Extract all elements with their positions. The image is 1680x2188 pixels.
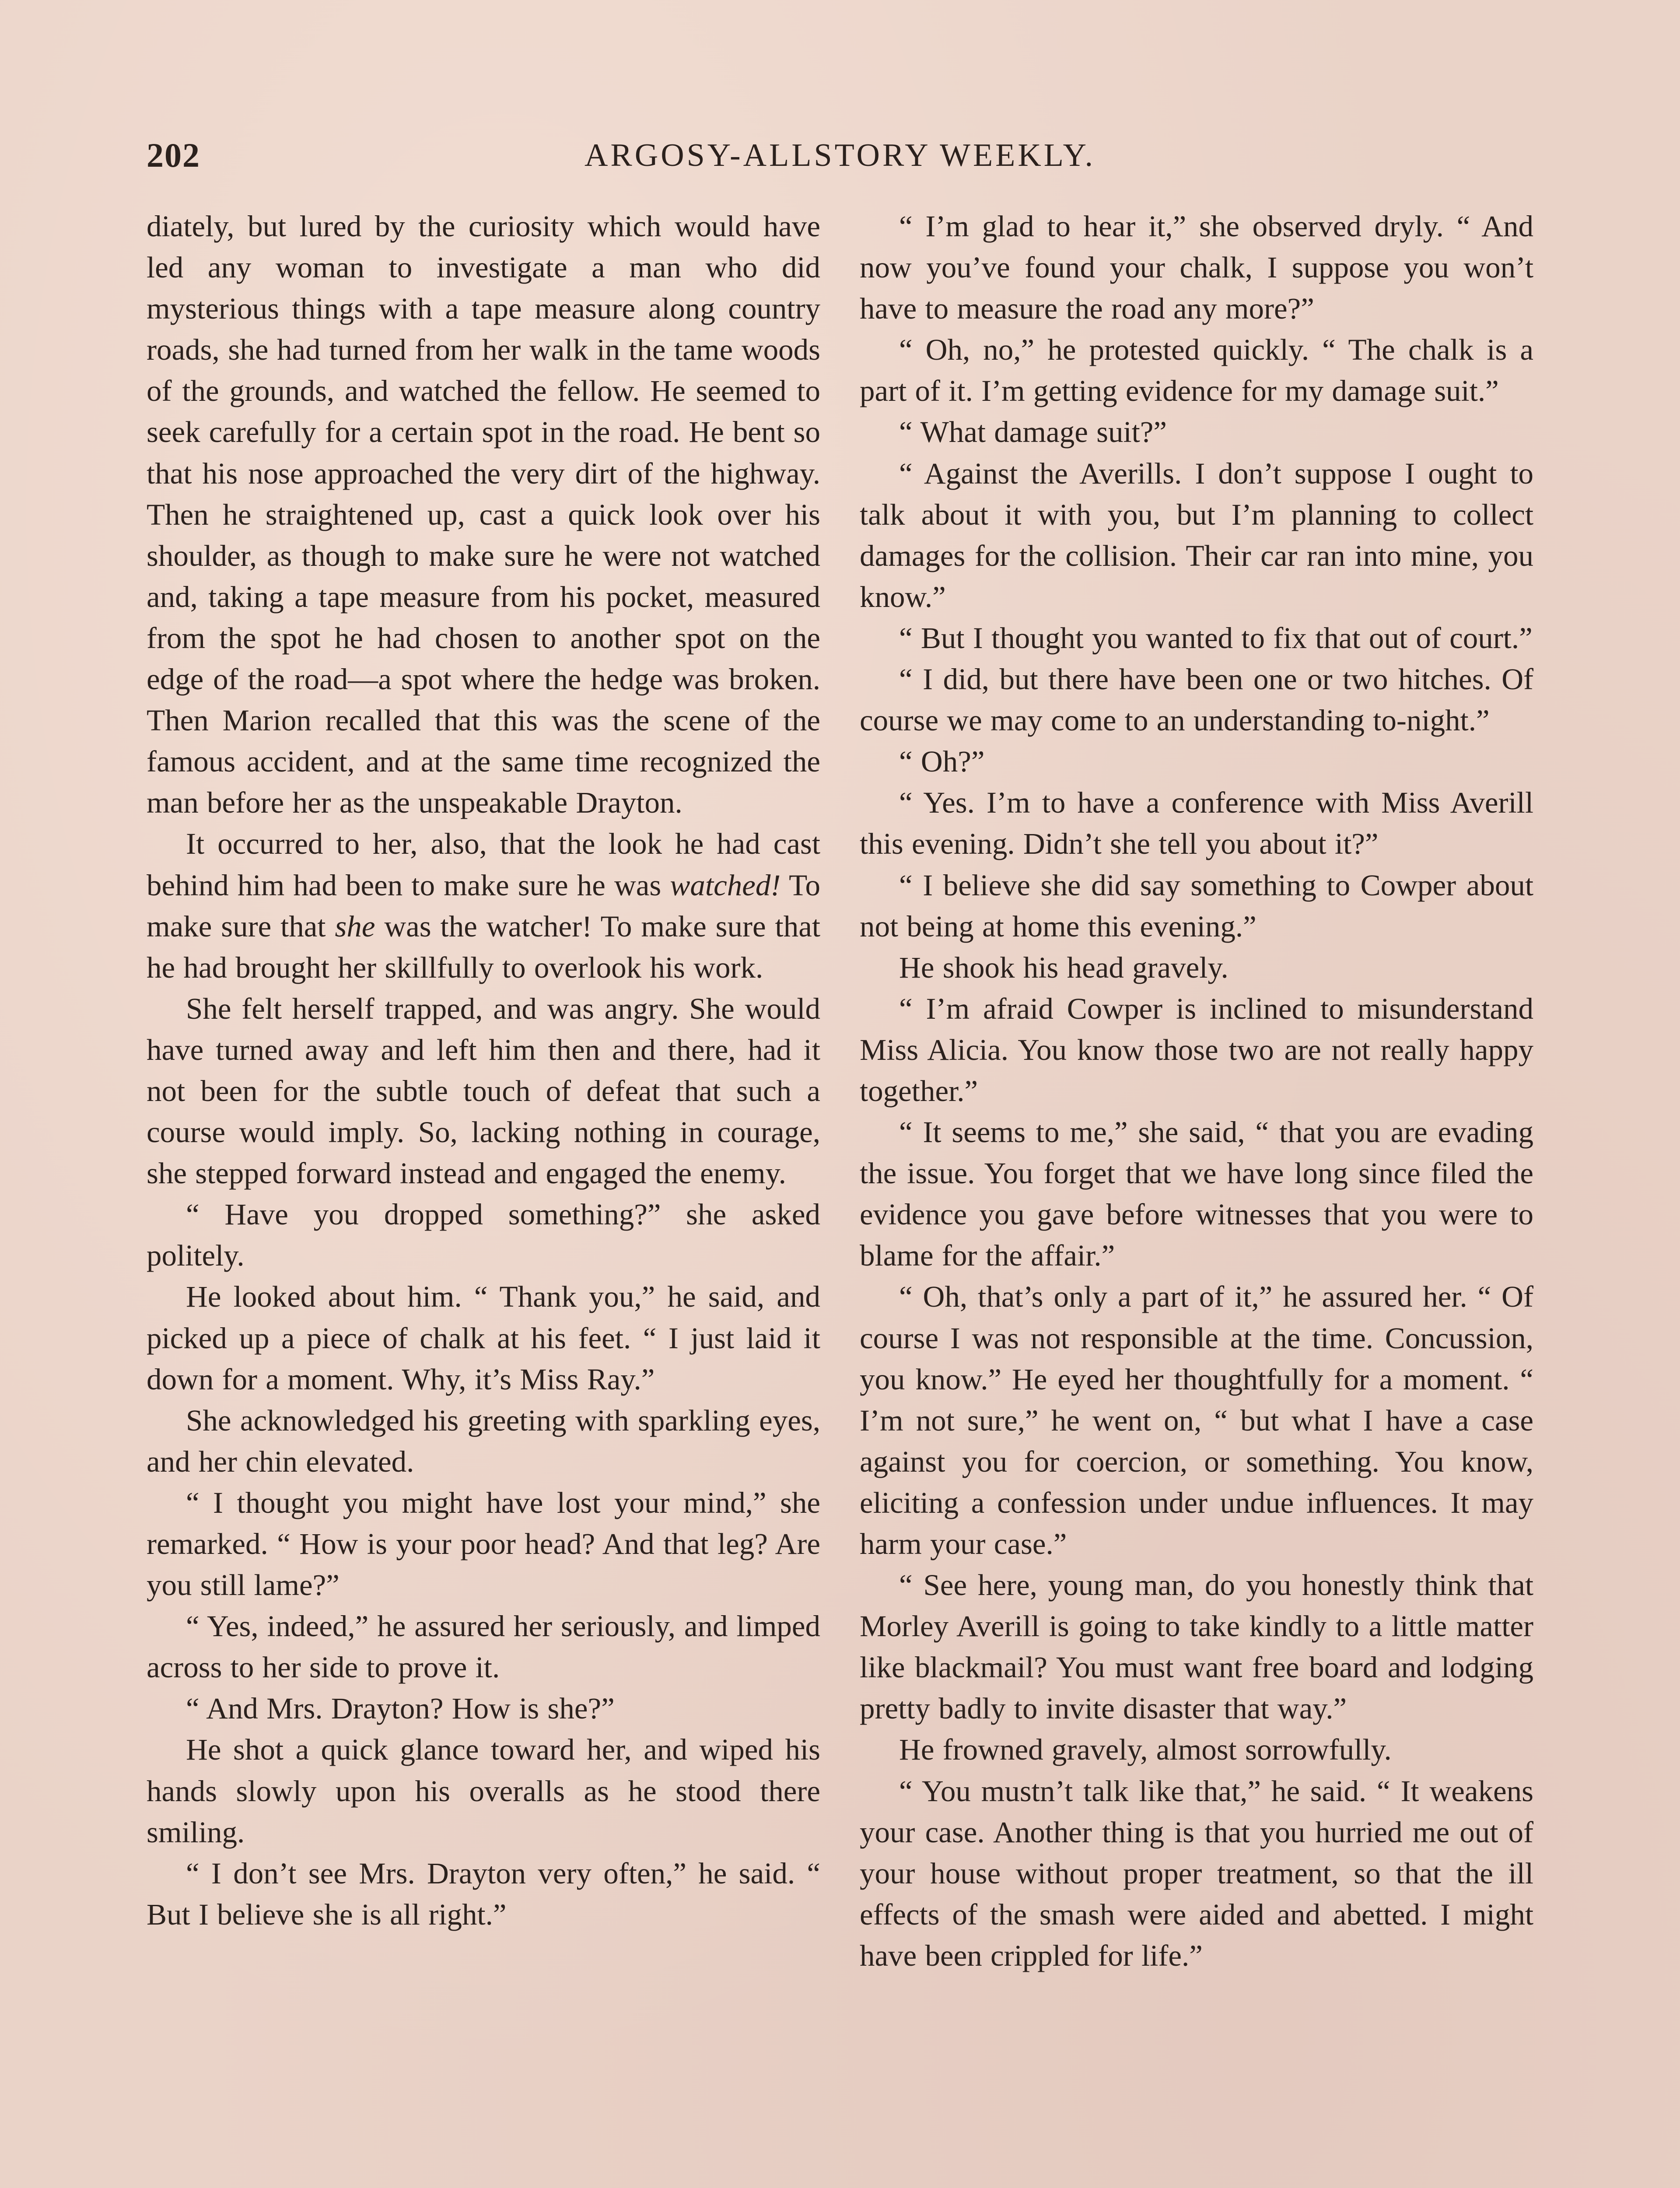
paragraph: “ Yes, indeed,” he assured her seriously, and limped across to her side to prove it. [147, 1609, 820, 1684]
paragraph: “ Against the Averills. I don’t suppose I ought to talk about it with you, but I’m planning to collect damages for the collision. Their car ran into mine, you know.” [860, 456, 1533, 614]
paragraph: She acknowledged his greeting with sparkling eyes, and her chin elevated. [147, 1403, 820, 1478]
paragraph: “ See here, young man, do you honestly think that Morley Averill is going to take kindly to a little matter like blackmail? You must want free board and lodging pretty badly to invite disaster that way.” [860, 1568, 1533, 1725]
left-column [147, 206, 820, 1935]
italic-word: watched! [670, 868, 781, 902]
paragraph-text: was the watcher! To make sure that he had brought her skillfully to overlook his work. [147, 909, 820, 984]
paragraph: diately, but lured by the curiosity which would have led any woman to investigate a man who did mysterious things with a tape measure along country roads, she had turned from her walk in the tame woods of the grounds, and watched the fellow. He seemed to seek carefully for a certain spot in the road. He bent so that his nose approached the very dirt of the highway. Then he straightened up, cast a quick look over his shoulder, as though to make sure he were not watched and, taking a tape measure from his pocket, measured from the spot he had chosen to another spot on the edge of the road—a spot where the hedge was broken. Then Marion recalled that this was the scene of the famous accident, and at the same time recognized the man before her as the unspeakable Drayton. [147, 210, 820, 820]
paragraph: She felt herself trapped, and was angry. She would have turned away and left him then and there, had it not been for the subtle touch of defeat that such a course would imply. So, lacking nothing in courage, she stepped forward instead and engaged the enemy. [147, 992, 820, 1190]
paragraph: “ It seems to me,” she said, “ that you are evading the issue. You forget that we have long since filed the evidence you gave before witnesses that you were to blame for the affair.” [860, 1115, 1533, 1273]
paragraph: “ I did, but there have been one or two hitches. Of course we may come to an understanding to-night.” [860, 663, 1533, 737]
paragraph: “ Oh, no,” he protested quickly. “ The chalk is a part of it. I’m getting evidence for my damage suit.” [860, 333, 1533, 408]
paragraph: “ I don’t see Mrs. Drayton very often,” he said. “ But I believe she is all right.” [147, 1856, 820, 1931]
paragraph: He shook his head gravely. [899, 950, 1228, 984]
running-head: ARGOSY-ALLSTORY WEEKLY. [584, 137, 1096, 173]
paragraph: “ Yes. I’m to have a conference with Miss Averill this evening. Didn’t she tell you about it?” [860, 786, 1533, 861]
paragraph-text: To make sure that [147, 868, 820, 943]
italic-word: she [335, 909, 375, 943]
paragraph: “ I thought you might have lost your mind,” she remarked. “ How is your poor head? And that leg? Are you still lame?” [147, 1486, 820, 1602]
paragraph: “ Have you dropped something?” she asked politely. [147, 1198, 820, 1273]
paragraph: “ I believe she did say something to Cowper about not being at home this evening.” [860, 868, 1533, 943]
paragraph: He frowned gravely, almost sorrowfully. [899, 1733, 1392, 1767]
page-header [147, 131, 1533, 179]
paragraph: “ Oh?” [899, 745, 985, 778]
paragraph: “ I’m glad to hear it,” she observed dryly. “ And now you’ve found your chalk, I suppose you won’t have to measure the road any more?” [860, 210, 1533, 326]
paragraph: “ And Mrs. Drayton? How is she?” [186, 1692, 615, 1725]
paragraph: “ You mustn’t talk like that,” he said. “ It weakens your case. Another thing is that you hurried me out of your house without proper treatment, so that the ill effects of the smash were aided and abetted. I might have been crippled for life.” [860, 1774, 1533, 1972]
paragraph: “ I’m afraid Cowper is inclined to misunderstand Miss Alicia. You know those two are not really happy together.” [860, 992, 1533, 1108]
paragraph: “ Oh, that’s only a part of it,” he assured her. “ Of course I was not responsible at the time. Concussion, you know.” He eyed her thoughtfully for a moment. “ I’m not sure,” he went on, “ but what I have a case against you for coercion, or something. You know, eliciting a confession under undue influences. It may harm your case.” [860, 1280, 1533, 1560]
right-column [860, 206, 1533, 1976]
paragraph: “ But I thought you wanted to fix that out of court.” [899, 621, 1533, 655]
paragraph: He looked about him. “ Thank you,” he said, and picked up a piece of chalk at his feet. “ I just laid it down for a moment. Why, it’s Miss Ray.” [147, 1280, 820, 1396]
paragraph-emphasis [147, 823, 820, 988]
paragraph-text: It occurred to her, also, that the look he had cast behind him had been to make sure he was [147, 827, 820, 902]
paragraph: “ What damage suit?” [899, 415, 1167, 449]
paragraph: He shot a quick glance toward her, and wiped his hands slowly upon his overalls as he stood there smiling. [147, 1733, 820, 1849]
page-number: 202 [147, 136, 200, 174]
